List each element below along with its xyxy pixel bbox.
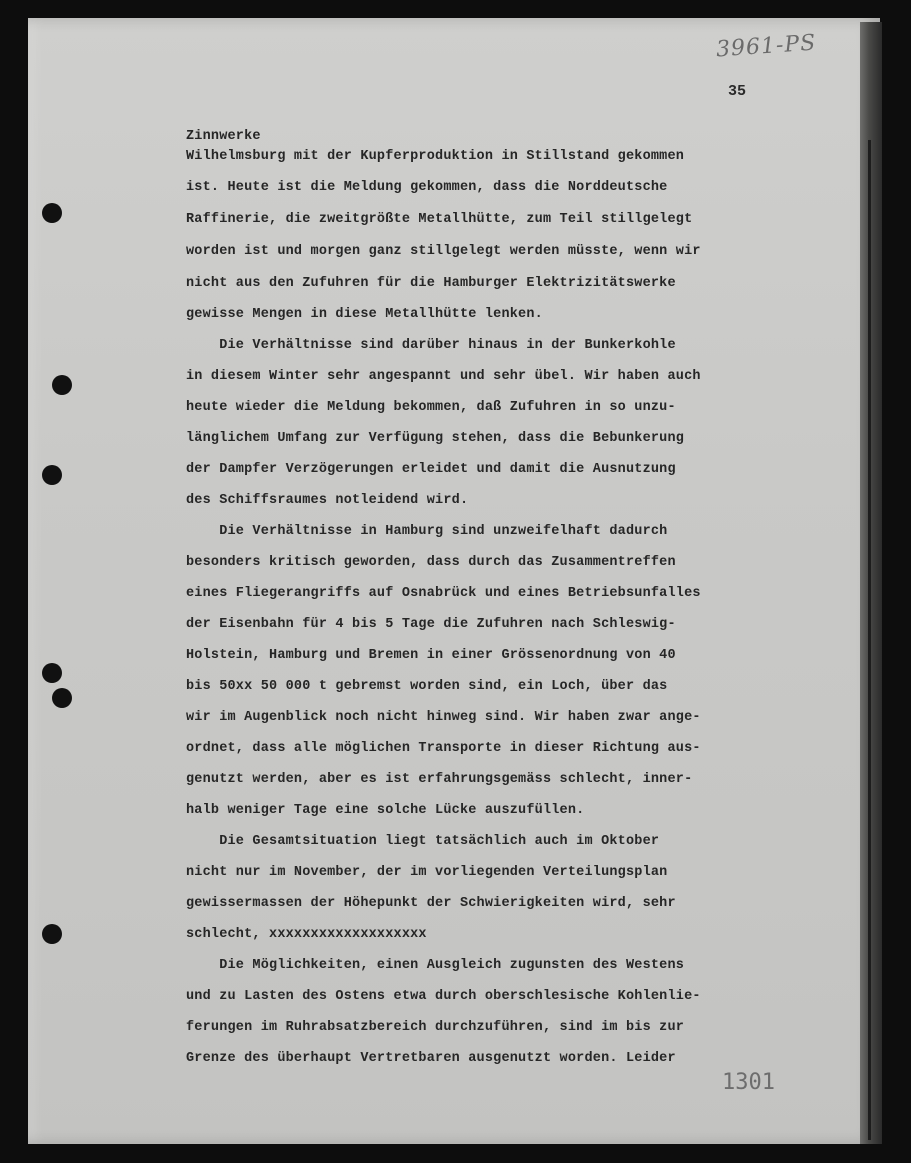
page-number: 35 — [728, 83, 747, 100]
text-line: der Dampfer Verzögerungen erleidet und damit die Ausnutzung — [186, 462, 676, 477]
text-line: Die Gesamtsituation liegt tatsächlich auch im Oktober — [186, 834, 660, 849]
text-line: worden ist und morgen ganz stillgelegt werden müsste, wenn wir — [186, 244, 701, 259]
text-line: heute wieder die Meldung bekommen, daß Zufuhren in so unzu- — [186, 400, 676, 415]
punch-hole — [42, 924, 62, 944]
archive-stamp-number: 1301 — [722, 1070, 775, 1095]
text-line: ferungen im Ruhrabsatzbereich durchzuführen, sind im bis zur — [186, 1020, 685, 1035]
punch-hole — [52, 375, 72, 395]
text-line: wir im Augenblick noch nicht hinweg sind. Wir haben zwar ange- — [186, 710, 701, 725]
text-line: bis 50xx 50 000 t gebremst worden sind, ein Loch, über das — [186, 679, 668, 694]
page-edge-shadow — [860, 22, 882, 1144]
text-line: der Eisenbahn für 4 bis 5 Tage die Zufuhren nach Schleswig- — [186, 617, 676, 632]
text-line: Die Verhältnisse in Hamburg sind unzweifelhaft dadurch — [186, 524, 668, 539]
text-line: Die Verhältnisse sind darüber hinaus in der Bunkerkohle — [186, 338, 676, 353]
text-line: Zinnwerke — [186, 129, 261, 144]
text-line: Holstein, Hamburg und Bremen in einer Grössenordnung von 40 — [186, 648, 676, 663]
text-line: schlecht, xxxxxxxxxxxxxxxxxxx — [186, 927, 427, 942]
text-line: und zu Lasten des Ostens etwa durch oberschlesische Kohlenlie- — [186, 989, 701, 1004]
handwritten-document-id: 3961-PS — [715, 30, 818, 63]
text-line: ordnet, dass alle möglichen Transporte in dieser Richtung aus- — [186, 741, 701, 756]
punch-hole — [42, 203, 62, 223]
text-line: gewissermassen der Höhepunkt der Schwierigkeiten wird, sehr — [186, 896, 676, 911]
text-line: Die Möglichkeiten, einen Ausgleich zugunsten des Westens — [186, 958, 685, 973]
text-line: Raffinerie, die zweitgrößte Metallhütte, zum Teil stillgelegt — [186, 212, 693, 227]
text-line: genutzt werden, aber es ist erfahrungsgemäss schlecht, inner- — [186, 772, 693, 787]
page-edge-line — [868, 140, 871, 1140]
text-line: besonders kritisch geworden, dass durch das Zusammentreffen — [186, 555, 676, 570]
text-line: nicht nur im November, der im vorliegenden Verteilungsplan — [186, 865, 668, 880]
punch-hole — [52, 688, 72, 708]
text-line: Wilhelmsburg mit der Kupferproduktion in Stillstand gekommen — [186, 149, 685, 164]
text-line: in diesem Winter sehr angespannt und sehr übel. Wir haben auch — [186, 369, 701, 384]
text-line: Grenze des überhaupt Vertretbaren ausgenutzt worden. Leider — [186, 1051, 676, 1066]
text-line: länglichem Umfang zur Verfügung stehen, dass die Bebunkerung — [186, 431, 685, 446]
text-line: des Schiffsraumes notleidend wird. — [186, 493, 469, 508]
text-line: halb weniger Tage eine solche Lücke auszufüllen. — [186, 803, 585, 818]
punch-hole — [42, 663, 62, 683]
text-line: gewisse Mengen in diese Metallhütte lenken. — [186, 307, 543, 322]
text-line: ist. Heute ist die Meldung gekommen, dass die Norddeutsche — [186, 180, 668, 195]
punch-hole — [42, 465, 62, 485]
text-line: eines Fliegerangriffs auf Osnabrück und eines Betriebsunfalles — [186, 586, 701, 601]
text-line: nicht aus den Zufuhren für die Hamburger Elektrizitätswerke — [186, 276, 676, 291]
